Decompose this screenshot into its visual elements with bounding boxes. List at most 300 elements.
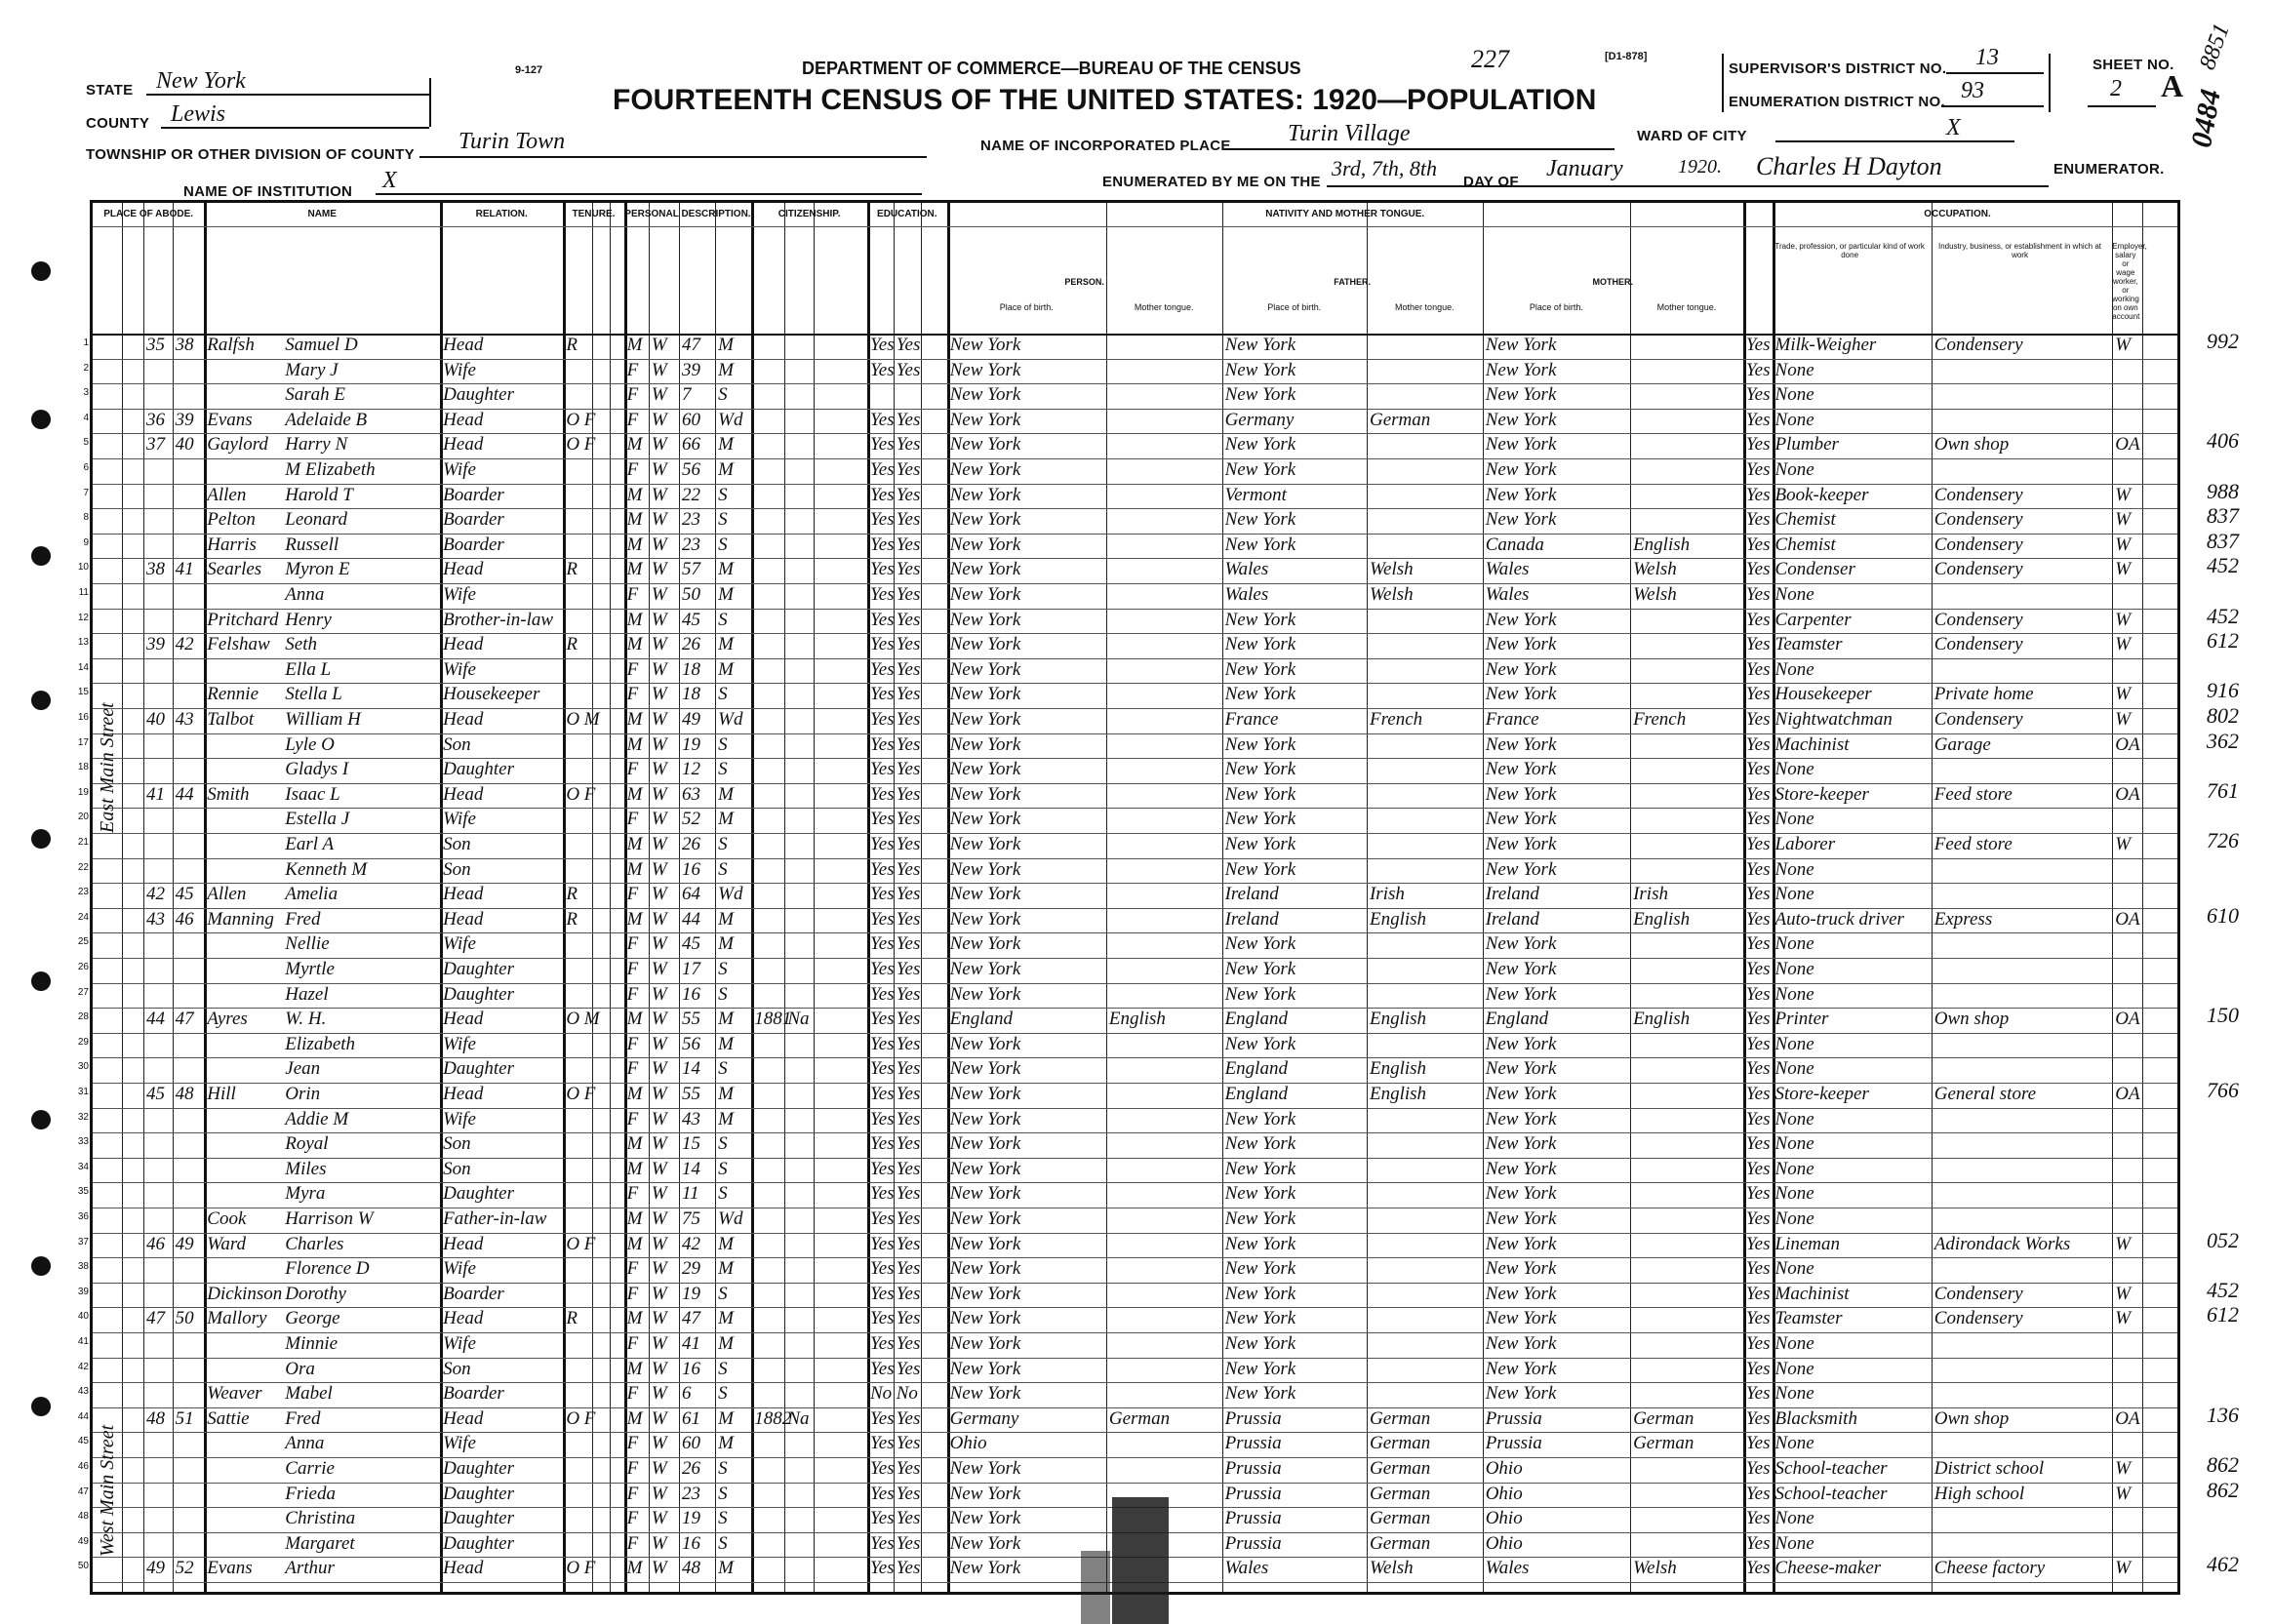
- table-row: [77, 931, 2177, 956]
- cell-pob: New York: [949, 1383, 1021, 1405]
- cell-wr: Yes: [896, 709, 921, 730]
- cell-age: 16: [682, 858, 701, 880]
- cell-mar: M: [718, 809, 734, 830]
- cell-ind: Express: [1933, 908, 1993, 930]
- cell-occ: None: [1774, 759, 1814, 780]
- row-number: 6: [83, 462, 89, 473]
- cell-mpob: New York: [1485, 759, 1557, 780]
- cell-eng: Yes: [1745, 384, 1771, 406]
- cell-rel: Son: [443, 858, 471, 880]
- cell-ten: O M: [566, 1009, 600, 1030]
- cell-fpob: New York: [1224, 1033, 1296, 1054]
- cell-race: W: [651, 759, 667, 780]
- cell-eng: Yes: [1745, 1532, 1771, 1554]
- table-row: [77, 1380, 2177, 1406]
- table-row: [77, 806, 2177, 831]
- occupation-code: 150: [2207, 1003, 2239, 1028]
- cell-mar: M: [718, 1009, 734, 1030]
- cell-first: Anna: [285, 584, 325, 605]
- cell-pob: New York: [949, 858, 1021, 880]
- cell-race: W: [651, 609, 667, 630]
- cell-ten: O M: [566, 709, 600, 730]
- cell-pob: Germany: [949, 1407, 1019, 1429]
- cell-cls: W: [2115, 509, 2132, 531]
- cell-mpob: New York: [1485, 1183, 1557, 1205]
- cell-cls: W: [2115, 335, 2132, 355]
- cell-fpob: Prussia: [1224, 1532, 1282, 1554]
- cell-age: 18: [682, 658, 701, 680]
- row-number: 9: [83, 536, 89, 548]
- cell-occ: None: [1774, 858, 1814, 880]
- cell-dw: 43: [145, 908, 165, 930]
- cell-last: Manning: [207, 908, 274, 930]
- row-number: 40: [77, 1311, 89, 1323]
- cell-age: 43: [682, 1108, 701, 1129]
- cell-occ: None: [1774, 1158, 1814, 1179]
- cell-mpob: New York: [1485, 409, 1557, 430]
- cell-cls: W: [2115, 484, 2132, 505]
- cell-mpob: New York: [1485, 1033, 1557, 1054]
- cell-occ: Blacksmith: [1774, 1407, 1857, 1429]
- cell-pob: New York: [949, 759, 1021, 780]
- table-row: [77, 1156, 2177, 1181]
- cell-occ: Carpenter: [1774, 609, 1852, 630]
- cell-occ: None: [1774, 1058, 1814, 1080]
- cell-mar: M: [718, 1308, 734, 1329]
- cell-rel: Wife: [443, 1033, 476, 1054]
- cell-eng: Yes: [1745, 1433, 1771, 1454]
- cell-pob: New York: [949, 534, 1021, 555]
- cell-age: 26: [682, 834, 701, 854]
- cell-sex: M: [626, 1308, 643, 1329]
- cell-mpob: New York: [1485, 1084, 1557, 1104]
- cell-eng: Yes: [1745, 1358, 1771, 1379]
- cell-rd: Yes: [869, 634, 895, 655]
- cell-fpob: New York: [1224, 1283, 1296, 1304]
- cell-race: W: [651, 783, 667, 805]
- column-group-header: OCCUPATION.: [1924, 209, 1991, 219]
- cell-race: W: [651, 1483, 667, 1504]
- row-number: 12: [77, 612, 89, 623]
- cell-rel: Wife: [443, 658, 476, 680]
- cell-dw: 48: [145, 1407, 165, 1429]
- cell-cls: OA: [2115, 908, 2140, 930]
- cell-first: Arthur: [285, 1558, 335, 1579]
- table-row: [77, 831, 2177, 856]
- cell-mar: M: [718, 1407, 734, 1429]
- cell-occ: None: [1774, 1532, 1814, 1554]
- cell-wr: Yes: [896, 609, 921, 630]
- cell-mpob: Prussia: [1485, 1433, 1542, 1454]
- cell-mpob: New York: [1485, 434, 1557, 456]
- cell-mar: S: [718, 609, 728, 630]
- cell-rd: Yes: [869, 1508, 895, 1529]
- cell-sex: M: [626, 1358, 643, 1379]
- cell-sex: F: [626, 384, 639, 406]
- cell-fpob: Wales: [1224, 584, 1269, 605]
- cell-first: Jean: [285, 1058, 321, 1080]
- row-number: 7: [83, 487, 89, 498]
- cell-rd: Yes: [869, 834, 895, 854]
- cell-ind: District school: [1933, 1458, 2045, 1479]
- cell-mar: S: [718, 1483, 728, 1504]
- cell-first: Adelaide B: [285, 409, 368, 430]
- cell-eng: Yes: [1745, 1333, 1771, 1354]
- cell-mmt: Welsh: [1633, 584, 1677, 605]
- cell-mar: S: [718, 759, 728, 780]
- cell-occ: None: [1774, 1208, 1814, 1229]
- occupation-code: 610: [2207, 902, 2239, 928]
- cell-rd: Yes: [869, 1183, 895, 1205]
- cell-mpob: New York: [1485, 359, 1557, 380]
- cell-first: Orin: [285, 1084, 321, 1104]
- cell-first: M Elizabeth: [285, 459, 376, 480]
- row-number: 11: [78, 587, 89, 598]
- cell-fam: 48: [175, 1084, 194, 1104]
- cell-eng: Yes: [1745, 1058, 1771, 1080]
- cell-pob: Ohio: [949, 1433, 987, 1454]
- cell-wr: Yes: [896, 634, 921, 655]
- cell-rd: Yes: [869, 1058, 895, 1080]
- row-number: 49: [77, 1535, 89, 1547]
- cell-rd: Yes: [869, 1458, 895, 1479]
- cell-ten: O F: [566, 409, 596, 430]
- cell-dw: 37: [145, 434, 165, 456]
- cell-fam: 49: [175, 1233, 194, 1254]
- occupation-code: 452: [2207, 1277, 2239, 1302]
- cell-age: 41: [682, 1333, 701, 1354]
- cell-cls: W: [2115, 1483, 2132, 1504]
- nativity-column-header: Mother tongue.: [1656, 302, 1717, 312]
- cell-rel: Son: [443, 1158, 471, 1179]
- cell-wr: Yes: [896, 1308, 921, 1329]
- cell-pob: New York: [949, 584, 1021, 605]
- cell-dw: 45: [145, 1084, 165, 1104]
- cell-pob: New York: [949, 609, 1021, 630]
- cell-race: W: [651, 1333, 667, 1354]
- cell-cls: W: [2115, 1458, 2132, 1479]
- table-row: [77, 856, 2177, 882]
- cell-ind: Cheese factory: [1933, 1558, 2046, 1579]
- cell-rd: Yes: [869, 559, 895, 580]
- row-number: 14: [77, 661, 89, 673]
- occupation-code: 766: [2207, 1078, 2239, 1102]
- punch-hole: [31, 546, 51, 566]
- cell-fpob: Germany: [1224, 409, 1295, 430]
- cell-occ: Laborer: [1774, 834, 1836, 854]
- cell-fmt: French: [1369, 709, 1423, 730]
- cell-sex: F: [626, 1108, 639, 1129]
- cell-wr: Yes: [896, 684, 921, 705]
- cell-first: Carrie: [285, 1458, 335, 1479]
- cell-eng: Yes: [1745, 559, 1771, 580]
- cell-eng: Yes: [1745, 509, 1771, 531]
- cell-wr: Yes: [896, 858, 921, 880]
- cell-mar: M: [718, 584, 734, 605]
- table-row: [77, 881, 2177, 906]
- cell-fmt: German: [1369, 1458, 1431, 1479]
- cell-rd: Yes: [869, 335, 895, 355]
- cell-mmt: Irish: [1633, 884, 1668, 905]
- cell-first: W. H.: [285, 1009, 327, 1030]
- cell-wr: Yes: [896, 509, 921, 531]
- cell-last: Smith: [207, 783, 250, 805]
- cell-occ: None: [1774, 1358, 1814, 1379]
- row-number: 29: [77, 1036, 89, 1048]
- column-group-header: PLACE OF ABODE.: [103, 209, 194, 219]
- cell-eng: Yes: [1745, 1009, 1771, 1030]
- cell-mar: S: [718, 733, 728, 755]
- cell-fmt: English: [1369, 908, 1427, 930]
- cell-race: W: [651, 1532, 667, 1554]
- cell-race: W: [651, 1258, 667, 1280]
- cell-fpob: England: [1224, 1058, 1288, 1080]
- cell-first: Lyle O: [285, 733, 335, 755]
- row-number: 35: [77, 1186, 89, 1198]
- cell-race: W: [651, 709, 667, 730]
- cell-pob: New York: [949, 834, 1021, 854]
- cell-race: W: [651, 834, 667, 854]
- cell-last: Felshaw: [207, 634, 270, 655]
- cell-wr: Yes: [896, 1009, 921, 1030]
- cell-mpob: New York: [1485, 684, 1557, 705]
- column-group-header: TENURE.: [572, 209, 616, 219]
- row-number: 2: [83, 362, 89, 374]
- cell-sex: F: [626, 1033, 639, 1054]
- cell-mpob: New York: [1485, 983, 1557, 1005]
- scan-smear: [1081, 1551, 1110, 1624]
- cell-eng: Yes: [1745, 1133, 1771, 1155]
- cell-rel: Head: [443, 884, 484, 905]
- cell-mpob: New York: [1485, 783, 1557, 805]
- cell-cls: W: [2115, 709, 2132, 730]
- cell-fpob: New York: [1224, 1383, 1296, 1405]
- occupation-code: 761: [2207, 777, 2239, 803]
- cell-race: W: [651, 1508, 667, 1529]
- group-header-divider: [93, 226, 2177, 227]
- cell-mar: M: [718, 1258, 734, 1280]
- cell-wr: Yes: [896, 1183, 921, 1205]
- cell-last: Ralfsh: [207, 335, 255, 355]
- row-number: 16: [77, 712, 89, 723]
- cell-eng: Yes: [1745, 1208, 1771, 1229]
- cell-wr: Yes: [896, 809, 921, 830]
- cell-eng: Yes: [1745, 1558, 1771, 1579]
- cell-race: W: [651, 409, 667, 430]
- punch-hole: [31, 261, 51, 281]
- cell-race: W: [651, 1058, 667, 1080]
- cell-occ: Milk-Weigher: [1774, 335, 1877, 355]
- row-number: 46: [77, 1461, 89, 1472]
- cell-age: 29: [682, 1258, 701, 1280]
- cell-rd: Yes: [869, 658, 895, 680]
- cell-wr: Yes: [896, 1407, 921, 1429]
- cell-mar: S: [718, 384, 728, 406]
- cell-first: Charles: [285, 1233, 344, 1254]
- cell-race: W: [651, 884, 667, 905]
- cell-ten: R: [566, 634, 578, 655]
- punch-hole: [31, 691, 51, 710]
- cell-occ: Nightwatchman: [1774, 709, 1893, 730]
- cell-sex: F: [626, 1458, 639, 1479]
- cell-race: W: [651, 384, 667, 406]
- cell-race: W: [651, 584, 667, 605]
- cell-pob: New York: [949, 1458, 1021, 1479]
- cell-pob: New York: [949, 709, 1021, 730]
- table-row: [78, 581, 2177, 607]
- cell-sex: F: [626, 884, 639, 905]
- cell-fpob: New York: [1224, 959, 1296, 979]
- cell-eng: Yes: [1745, 783, 1771, 805]
- cell-occ: None: [1774, 983, 1814, 1005]
- cell-mt: German: [1108, 1407, 1171, 1429]
- cell-mt: English: [1108, 1009, 1166, 1030]
- cell-sex: M: [626, 1158, 643, 1179]
- cell-eng: Yes: [1745, 1033, 1771, 1054]
- cell-rel: Head: [443, 434, 484, 456]
- cell-fpob: New York: [1224, 1158, 1296, 1179]
- cell-cls: W: [2115, 1233, 2132, 1254]
- row-number: 26: [77, 962, 89, 972]
- cell-sex: M: [626, 509, 643, 531]
- cell-rd: Yes: [869, 1358, 895, 1379]
- cell-ten: O F: [566, 1084, 596, 1104]
- cell-pob: New York: [949, 1208, 1021, 1229]
- cell-mar: S: [718, 983, 728, 1005]
- cell-rel: Daughter: [443, 384, 514, 406]
- cell-sex: F: [626, 1383, 639, 1405]
- cell-sex: M: [626, 733, 643, 755]
- cell-mar: Wd: [718, 884, 743, 905]
- cell-wr: Yes: [896, 783, 921, 805]
- cell-mar: S: [718, 509, 728, 531]
- cell-rel: Boarder: [443, 484, 504, 505]
- cell-wr: Yes: [896, 1508, 921, 1529]
- cell-wr: Yes: [896, 983, 921, 1005]
- cell-rd: Yes: [869, 1133, 895, 1155]
- cell-age: 39: [682, 359, 701, 380]
- table-row: [83, 506, 2177, 532]
- cell-pob: New York: [949, 335, 1021, 355]
- cell-rel: Boarder: [443, 1283, 504, 1304]
- cell-age: 57: [682, 559, 701, 580]
- cell-last: Weaver: [207, 1383, 262, 1405]
- cell-fpob: New York: [1224, 335, 1296, 355]
- cell-sex: M: [626, 1208, 643, 1229]
- cell-fpob: New York: [1224, 459, 1296, 480]
- county-label: COUNTY: [86, 115, 150, 132]
- cell-age: 47: [682, 1308, 701, 1329]
- punch-hole: [31, 829, 51, 849]
- cell-eng: Yes: [1745, 1233, 1771, 1254]
- cell-rel: Wife: [443, 1333, 476, 1354]
- cell-mmt: English: [1633, 534, 1691, 555]
- cell-eng: Yes: [1745, 858, 1771, 880]
- table-row: [83, 482, 2177, 507]
- cell-fpob: New York: [1224, 658, 1296, 680]
- cell-rd: Yes: [869, 459, 895, 480]
- cell-nat: Na: [787, 1407, 810, 1429]
- cell-wr: Yes: [896, 1483, 921, 1504]
- cell-occ: Lineman: [1774, 1233, 1841, 1254]
- occupation-code: 916: [2207, 678, 2239, 703]
- occupation-column-header: Employer, salary or wage worker, or working on own account: [2112, 242, 2147, 321]
- cell-mar: S: [718, 834, 728, 854]
- cell-mmt: Welsh: [1633, 1558, 1677, 1579]
- cell-age: 60: [682, 409, 701, 430]
- cell-fpob: Wales: [1224, 1558, 1269, 1579]
- cell-rel: Head: [443, 908, 484, 930]
- cell-eng: Yes: [1745, 834, 1771, 854]
- punch-hole: [31, 1110, 51, 1129]
- table-row: [77, 656, 2177, 682]
- nativity-column-header: Place of birth.: [1529, 302, 1583, 312]
- cell-rel: Daughter: [443, 959, 514, 979]
- cell-rd: Yes: [869, 534, 895, 555]
- page-stamp: 227: [1471, 45, 1509, 73]
- cell-mmt: German: [1633, 1433, 1694, 1454]
- cell-race: W: [651, 1084, 667, 1104]
- cell-mar: M: [718, 783, 734, 805]
- table-row: [77, 1356, 2177, 1381]
- cell-imm: 1882: [754, 1407, 792, 1429]
- census-sheet-table: [77, 200, 2180, 1595]
- cell-sex: M: [626, 783, 643, 805]
- sheet-label: SHEET NO.: [2093, 57, 2174, 73]
- cell-fpob: England: [1224, 1084, 1288, 1104]
- cell-mpob: New York: [1485, 809, 1557, 830]
- cell-fpob: New York: [1224, 783, 1296, 805]
- cell-pob: New York: [949, 783, 1021, 805]
- cell-rd: Yes: [869, 1258, 895, 1280]
- cell-first: Ella L: [285, 658, 332, 680]
- table-row: [77, 1106, 2177, 1131]
- cell-mar: M: [718, 1084, 734, 1104]
- cell-race: W: [651, 1158, 667, 1179]
- cell-last: Mallory: [207, 1308, 267, 1329]
- cell-occ: None: [1774, 959, 1814, 979]
- cell-wr: Yes: [896, 1133, 921, 1155]
- cell-first: George: [285, 1308, 340, 1329]
- cell-ind: Own shop: [1933, 1009, 2010, 1030]
- cell-eng: Yes: [1745, 409, 1771, 430]
- cell-mar: M: [718, 459, 734, 480]
- cell-first: Leonard: [285, 509, 347, 531]
- cell-occ: School-teacher: [1774, 1458, 1888, 1479]
- cell-sex: M: [626, 534, 643, 555]
- occupation-column-header: Industry, business, or establishment in which at work: [1937, 242, 2102, 259]
- cell-mpob: Ohio: [1485, 1458, 1523, 1479]
- cell-fmt: German: [1369, 409, 1431, 430]
- cell-first: Mary J: [285, 359, 339, 380]
- cell-mpob: Ohio: [1485, 1532, 1523, 1554]
- cell-wr: Yes: [896, 884, 921, 905]
- cell-wr: Yes: [896, 1208, 921, 1229]
- column-group-header: RELATION.: [475, 209, 528, 219]
- cell-wr: Yes: [896, 1358, 921, 1379]
- cell-fpob: New York: [1224, 609, 1296, 630]
- row-number: 34: [77, 1161, 89, 1172]
- cell-mar: S: [718, 684, 728, 705]
- row-number: 30: [77, 1061, 89, 1073]
- cell-mmt: English: [1633, 1009, 1691, 1030]
- occupation-code: 462: [2207, 1552, 2239, 1577]
- nativity-subheader: FATHER.: [1334, 277, 1372, 287]
- cell-rd: Yes: [869, 709, 895, 730]
- scan-smear: [1112, 1497, 1169, 1624]
- cell-fpob: Vermont: [1224, 484, 1287, 505]
- cell-cls: W: [2115, 534, 2132, 555]
